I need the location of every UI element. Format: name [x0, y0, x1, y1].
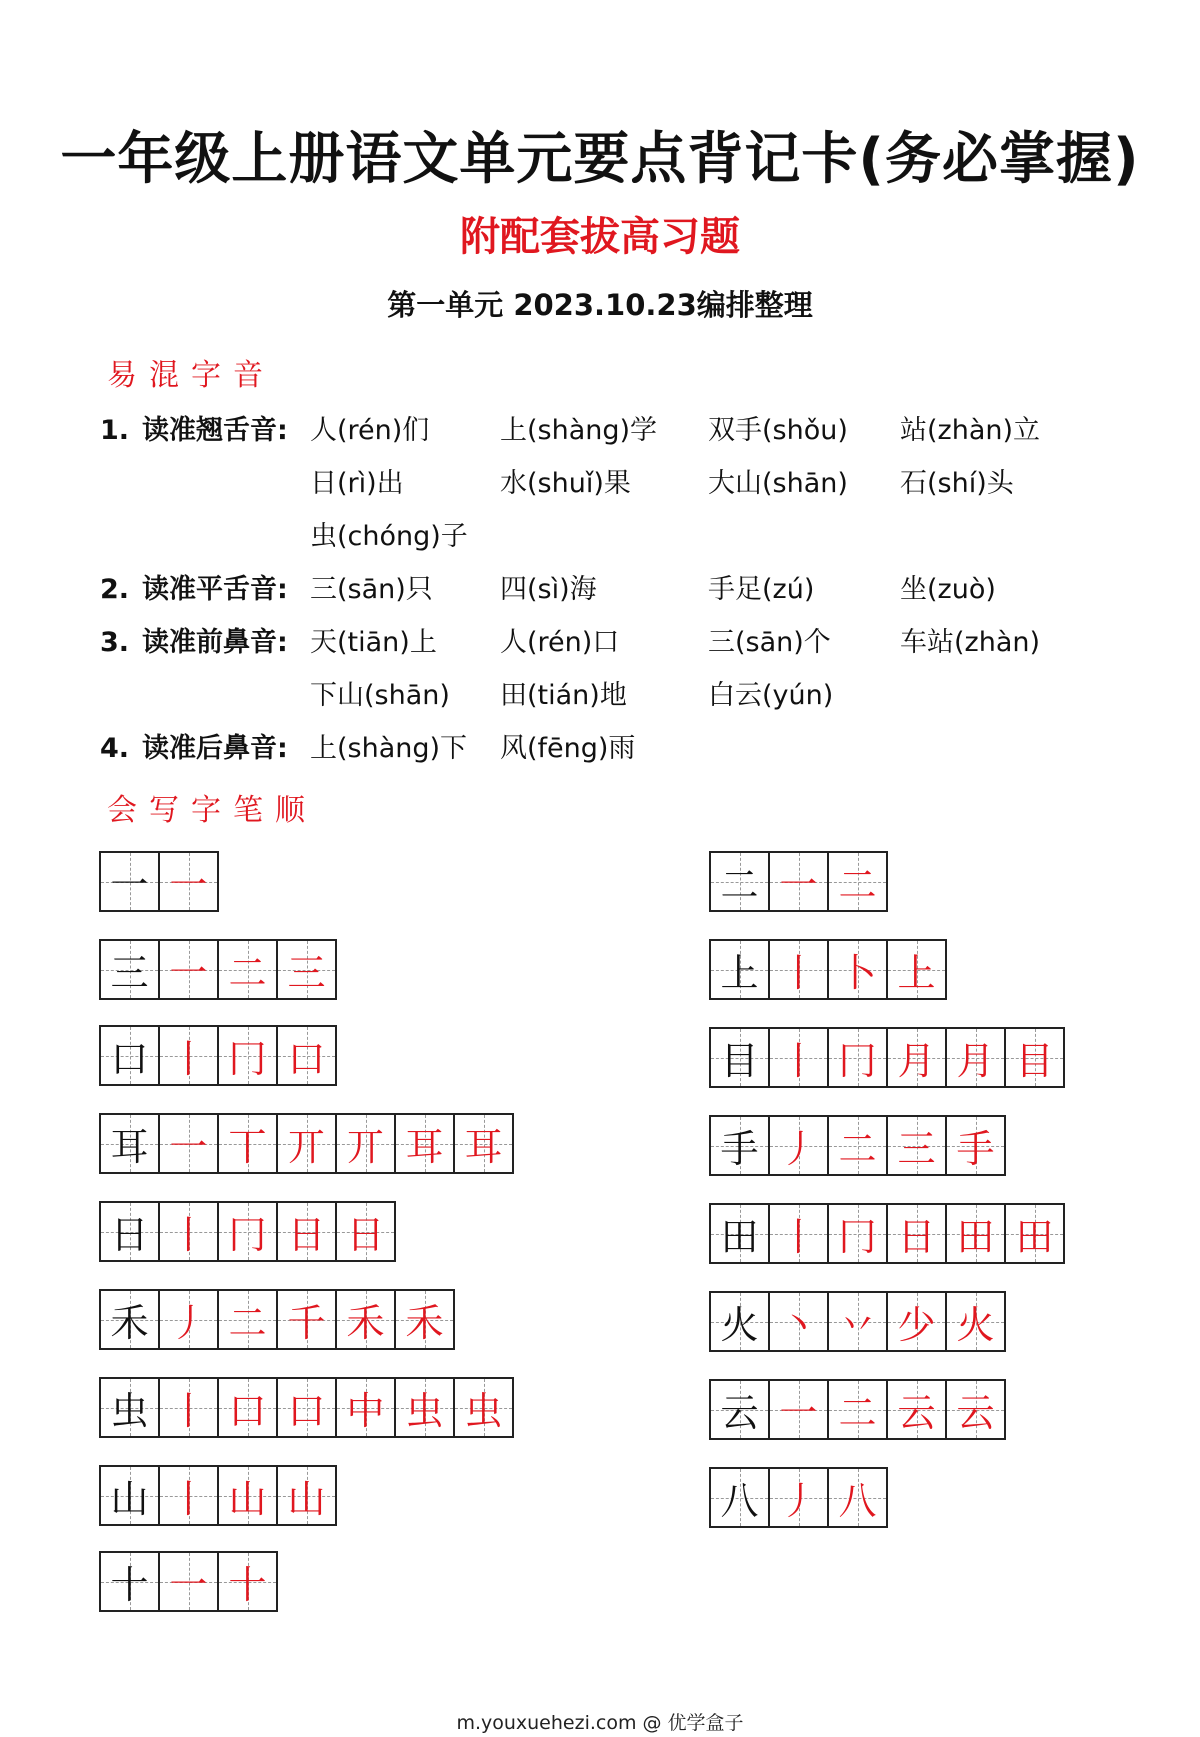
stroke-row — [99, 1465, 337, 1526]
stroke-row — [99, 1289, 455, 1350]
stroke-character: 一 — [110, 863, 149, 907]
stroke-step-cell — [158, 1025, 219, 1086]
stroke-step-cell — [217, 1377, 278, 1438]
stroke-step-cell — [768, 1115, 829, 1176]
stroke-character-cell — [709, 1291, 770, 1352]
stroke-character: 手 — [720, 1127, 759, 1171]
stroke-character: 上 — [720, 951, 759, 995]
stroke-step: 丌 — [287, 1125, 326, 1169]
stroke-row — [99, 1025, 337, 1086]
stroke-character-cell — [99, 851, 160, 912]
footer-watermark: m.youxuehezi.com @ 优学盒子 — [456, 1712, 744, 1734]
stroke-step: 冂 — [838, 1039, 877, 1083]
stroke-character: 耳 — [110, 1125, 149, 1169]
stroke-step: 云 — [897, 1391, 936, 1435]
pinyin-word: 人(rén)口 — [500, 627, 620, 658]
pinyin-word: 石(shí)头 — [900, 468, 1014, 499]
stroke-character-cell — [99, 1113, 160, 1174]
stroke-step-cell — [335, 1289, 396, 1350]
stroke-step: 手 — [956, 1127, 995, 1171]
stroke-step: 日 — [346, 1213, 385, 1257]
unit-heading: 第一单元 2023.10.23编排整理 — [387, 288, 813, 322]
pinyin-word: 日(rì)出 — [310, 468, 404, 499]
stroke-step-cell — [276, 939, 337, 1000]
stroke-step: 二 — [228, 951, 267, 995]
stroke-step: 冂 — [838, 1215, 877, 1259]
stroke-step-cell — [886, 1291, 947, 1352]
stroke-step-cell — [394, 1289, 455, 1350]
section-title-pinyin: 易混字音 — [107, 358, 275, 393]
stroke-step-cell — [217, 1551, 278, 1612]
stroke-step-cell — [335, 1113, 396, 1174]
stroke-step: 田 — [956, 1215, 995, 1259]
stroke-step-cell — [768, 939, 829, 1000]
stroke-step-cell — [945, 1291, 1006, 1352]
stroke-step: 丿 — [779, 1479, 818, 1523]
stroke-step: 丷 — [838, 1303, 877, 1347]
stroke-step-cell — [768, 1203, 829, 1264]
stroke-step-cell — [945, 1027, 1006, 1088]
stroke-character-cell — [709, 1467, 770, 1528]
stroke-step-cell — [827, 1467, 888, 1528]
stroke-row — [99, 1551, 278, 1612]
stroke-step-cell — [217, 1465, 278, 1526]
stroke-step-cell — [1004, 1203, 1065, 1264]
stroke-step: 三 — [287, 951, 326, 995]
stroke-step-cell — [158, 851, 219, 912]
page-subtitle: 附配套拔高习题 — [460, 214, 740, 260]
stroke-step: 田 — [1015, 1215, 1054, 1259]
stroke-step-cell — [453, 1377, 514, 1438]
pinyin-word: 站(zhàn)立 — [900, 415, 1041, 446]
stroke-step-cell — [217, 1201, 278, 1262]
stroke-step-cell — [394, 1377, 455, 1438]
stroke-step: 丨 — [779, 1039, 818, 1083]
pinyin-group-title: 读准翘舌音: — [142, 415, 288, 446]
stroke-step: 二 — [228, 1301, 267, 1345]
pinyin-word: 双手(shǒu) — [708, 415, 848, 446]
pinyin-group-title: 读准前鼻音: — [142, 627, 288, 658]
stroke-step-cell — [827, 1203, 888, 1264]
stroke-step: 中 — [346, 1389, 385, 1433]
stroke-step: 虫 — [464, 1389, 503, 1433]
stroke-step: 十 — [228, 1563, 267, 1607]
stroke-step-cell — [217, 939, 278, 1000]
pinyin-word: 下山(shān) — [310, 680, 450, 711]
stroke-step-cell — [886, 1379, 947, 1440]
stroke-step: 丿 — [779, 1127, 818, 1171]
stroke-character: 八 — [720, 1479, 759, 1523]
stroke-step: 丨 — [169, 1389, 208, 1433]
stroke-step: 少 — [897, 1303, 936, 1347]
stroke-character-cell — [709, 851, 770, 912]
stroke-step: 云 — [956, 1391, 995, 1435]
stroke-step: 千 — [287, 1301, 326, 1345]
pinyin-word: 上(shàng)学 — [500, 415, 658, 446]
stroke-step: 丨 — [779, 1215, 818, 1259]
stroke-row — [99, 1113, 514, 1174]
stroke-character: 山 — [110, 1477, 149, 1521]
stroke-step-cell — [217, 1113, 278, 1174]
stroke-step-cell — [217, 1289, 278, 1350]
stroke-step: 一 — [169, 863, 208, 907]
stroke-row — [709, 1027, 1065, 1088]
stroke-row — [99, 1377, 514, 1438]
stroke-row — [709, 939, 947, 1000]
pinyin-group-number: 3. — [100, 627, 130, 658]
stroke-step: 口 — [228, 1389, 267, 1433]
stroke-step-cell — [276, 1025, 337, 1086]
stroke-row — [99, 939, 337, 1000]
stroke-step-cell — [768, 1291, 829, 1352]
stroke-step: 八 — [838, 1479, 877, 1523]
pinyin-word: 人(rén)们 — [310, 415, 430, 446]
stroke-row — [709, 1115, 1006, 1176]
pinyin-word: 大山(shān) — [708, 468, 848, 499]
stroke-step-cell — [453, 1113, 514, 1174]
stroke-character-cell — [99, 1025, 160, 1086]
pinyin-word: 三(sān)只 — [310, 574, 433, 605]
stroke-step: 丨 — [169, 1037, 208, 1081]
stroke-step-cell — [886, 1115, 947, 1176]
stroke-step: 耳 — [405, 1125, 444, 1169]
stroke-step-cell — [768, 1379, 829, 1440]
stroke-step: 月 — [956, 1039, 995, 1083]
stroke-step-cell — [276, 1377, 337, 1438]
stroke-step: 一 — [169, 1125, 208, 1169]
pinyin-word: 风(fēng)雨 — [500, 733, 636, 764]
stroke-step: 目 — [1015, 1039, 1054, 1083]
pinyin-group-title: 读准后鼻音: — [142, 733, 288, 764]
stroke-step-cell — [1004, 1027, 1065, 1088]
pinyin-word: 白云(yún) — [708, 680, 834, 711]
pinyin-word: 天(tiān)上 — [310, 627, 437, 658]
stroke-character: 火 — [720, 1303, 759, 1347]
stroke-character-cell — [99, 1377, 160, 1438]
stroke-step: 二 — [838, 1127, 877, 1171]
stroke-step: 耳 — [464, 1125, 503, 1169]
stroke-step: 一 — [779, 1391, 818, 1435]
pinyin-group-title: 读准平舌音: — [142, 574, 288, 605]
stroke-character-cell — [709, 1027, 770, 1088]
stroke-step: 上 — [897, 951, 936, 995]
stroke-step: 丿 — [169, 1301, 208, 1345]
stroke-step: 冂 — [228, 1213, 267, 1257]
stroke-step: 口 — [287, 1037, 326, 1081]
stroke-step-cell — [827, 1379, 888, 1440]
stroke-step-cell — [768, 1027, 829, 1088]
stroke-character-cell — [709, 1203, 770, 1264]
stroke-step: 丨 — [779, 951, 818, 995]
page-title: 一年级上册语文单元要点背记卡(务必掌握) — [60, 127, 1140, 192]
stroke-character-cell — [99, 1201, 160, 1262]
pinyin-group-number: 1. — [100, 415, 130, 446]
stroke-character: 目 — [720, 1039, 759, 1083]
stroke-step: 口 — [287, 1389, 326, 1433]
stroke-character: 口 — [110, 1037, 149, 1081]
stroke-step-cell — [158, 1113, 219, 1174]
stroke-character-cell — [99, 939, 160, 1000]
stroke-character-cell — [709, 1379, 770, 1440]
stroke-step: 山 — [228, 1477, 267, 1521]
pinyin-word: 水(shuǐ)果 — [500, 468, 631, 499]
stroke-step: 禾 — [346, 1301, 385, 1345]
pinyin-group-label — [100, 620, 288, 659]
pinyin-word: 上(shàng)下 — [310, 733, 468, 764]
stroke-step-cell — [158, 1551, 219, 1612]
stroke-step-cell — [335, 1201, 396, 1262]
stroke-step-cell — [276, 1289, 337, 1350]
stroke-step: 冂 — [228, 1037, 267, 1081]
stroke-character-cell — [99, 1465, 160, 1526]
pinyin-group-number: 2. — [100, 574, 130, 605]
stroke-step: 卜 — [838, 951, 877, 995]
pinyin-group-number: 4. — [100, 733, 130, 764]
stroke-step-cell — [827, 939, 888, 1000]
section-title-strokes: 会写字笔顺 — [107, 793, 317, 828]
stroke-step-cell — [394, 1113, 455, 1174]
stroke-step-cell — [827, 851, 888, 912]
stroke-step-cell — [217, 1025, 278, 1086]
pinyin-group-label — [100, 408, 288, 447]
pinyin-group-label — [100, 726, 288, 765]
stroke-character: 禾 — [110, 1301, 149, 1345]
pinyin-word: 手足(zú) — [708, 574, 815, 605]
stroke-step: 丌 — [346, 1125, 385, 1169]
stroke-character: 日 — [110, 1213, 149, 1257]
stroke-character: 田 — [720, 1215, 759, 1259]
stroke-step-cell — [768, 851, 829, 912]
stroke-row — [99, 1201, 396, 1262]
stroke-character-cell — [99, 1289, 160, 1350]
stroke-step: 丶 — [779, 1303, 818, 1347]
stroke-step-cell — [886, 1203, 947, 1264]
stroke-step: 丨 — [169, 1477, 208, 1521]
stroke-step: 山 — [287, 1477, 326, 1521]
stroke-step-cell — [158, 1289, 219, 1350]
stroke-step: 二 — [838, 863, 877, 907]
stroke-step-cell — [158, 1377, 219, 1438]
stroke-character: 虫 — [110, 1389, 149, 1433]
stroke-row — [709, 1291, 1006, 1352]
stroke-row — [709, 1203, 1065, 1264]
stroke-step: 一 — [779, 863, 818, 907]
stroke-step-cell — [886, 1027, 947, 1088]
pinyin-word: 虫(chóng)子 — [310, 521, 468, 552]
stroke-step-cell — [827, 1027, 888, 1088]
pinyin-group-label — [100, 567, 288, 606]
stroke-step: 日 — [897, 1215, 936, 1259]
stroke-step-cell — [158, 1465, 219, 1526]
stroke-character-cell — [709, 939, 770, 1000]
stroke-step: 禾 — [405, 1301, 444, 1345]
stroke-step: 日 — [287, 1213, 326, 1257]
stroke-row — [709, 1379, 1006, 1440]
pinyin-word: 三(sān)个 — [708, 627, 831, 658]
stroke-step-cell — [945, 1203, 1006, 1264]
stroke-step: 一 — [169, 1563, 208, 1607]
stroke-character: 云 — [720, 1391, 759, 1435]
stroke-step: 二 — [838, 1391, 877, 1435]
stroke-step: 火 — [956, 1303, 995, 1347]
stroke-step: 虫 — [405, 1389, 444, 1433]
stroke-step-cell — [158, 939, 219, 1000]
stroke-step: 月 — [897, 1039, 936, 1083]
pinyin-word: 坐(zuò) — [900, 574, 996, 605]
stroke-character: 二 — [720, 863, 759, 907]
stroke-step: 丅 — [228, 1125, 267, 1169]
stroke-step-cell — [886, 939, 947, 1000]
stroke-row — [709, 1467, 888, 1528]
stroke-character-cell — [99, 1551, 160, 1612]
stroke-step-cell — [768, 1467, 829, 1528]
stroke-step-cell — [276, 1113, 337, 1174]
stroke-step-cell — [827, 1115, 888, 1176]
stroke-step-cell — [158, 1201, 219, 1262]
stroke-step-cell — [276, 1201, 337, 1262]
stroke-step-cell — [827, 1291, 888, 1352]
stroke-character-cell — [709, 1115, 770, 1176]
stroke-step: 丨 — [169, 1213, 208, 1257]
stroke-step-cell — [945, 1115, 1006, 1176]
stroke-step: 一 — [169, 951, 208, 995]
stroke-step-cell — [335, 1377, 396, 1438]
stroke-step: 三 — [897, 1127, 936, 1171]
stroke-step-cell — [945, 1379, 1006, 1440]
stroke-character: 三 — [110, 951, 149, 995]
pinyin-word: 田(tián)地 — [500, 680, 627, 711]
stroke-character: 十 — [110, 1563, 149, 1607]
pinyin-word: 四(sì)海 — [500, 574, 597, 605]
stroke-row — [99, 851, 219, 912]
pinyin-word: 车站(zhàn) — [900, 627, 1041, 658]
stroke-step-cell — [276, 1465, 337, 1526]
stroke-row — [709, 851, 888, 912]
